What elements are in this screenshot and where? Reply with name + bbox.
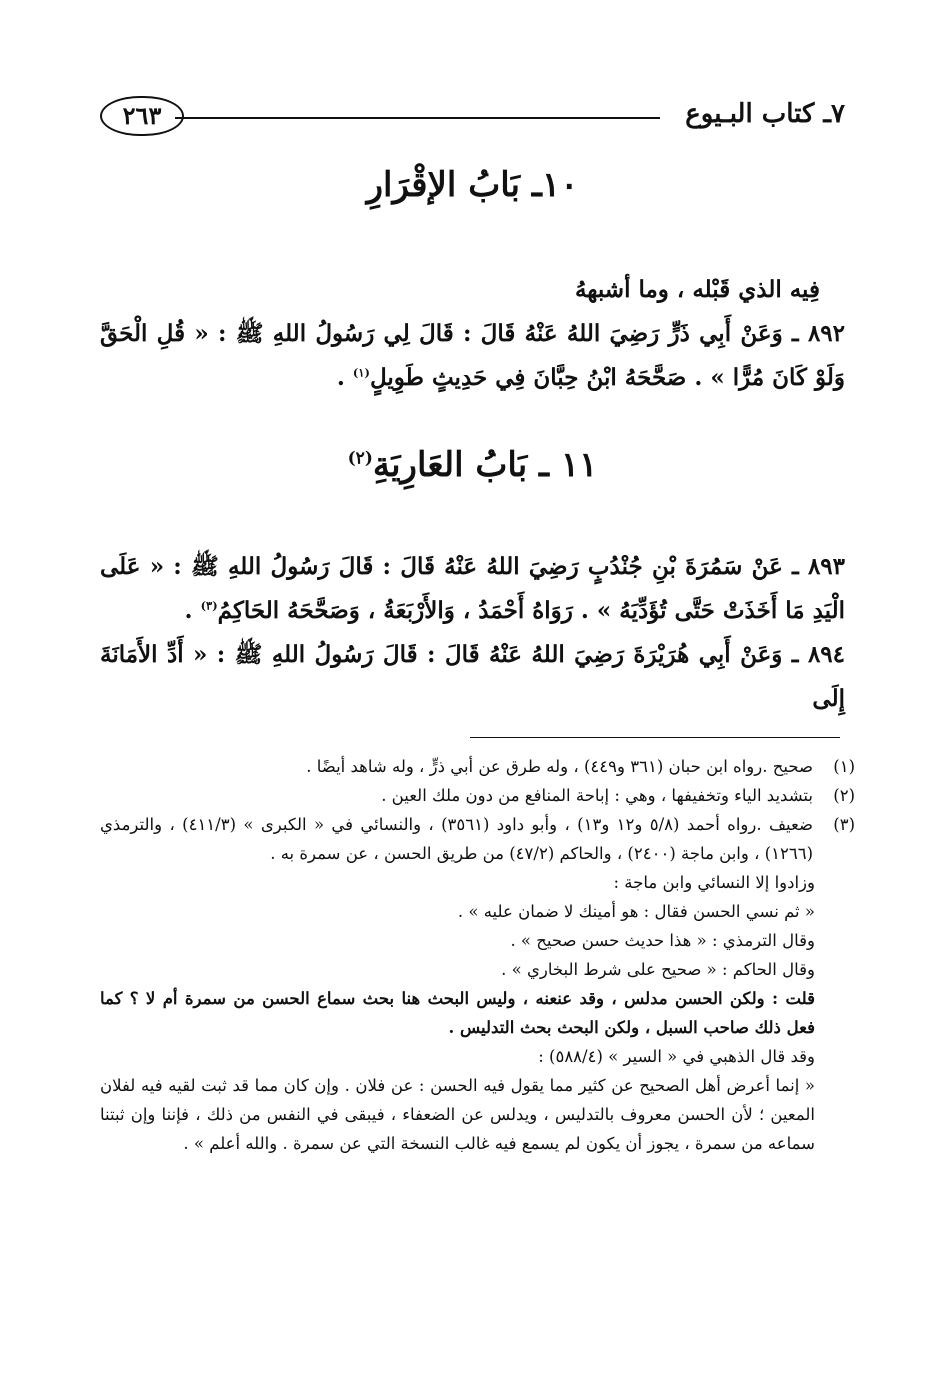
hadith-894: ٨٩٤ ـ وَعَنْ أَبِي هُرَيْرَةَ رَضِيَ اللهُ عَنْهُ قَالَ : قَالَ رَسُولُ اللهِ ﷺ : « أَدِّ الأَمَانَةَ إِلَى	[100, 641, 845, 712]
hadith-893-text: ٨٩٣ ـ عَنْ سَمُرَةَ بْنِ جُنْدُبٍ رَضِيَ اللهُ عَنْهُ قَالَ : قَالَ رَسُولُ اللهِ ﷺ : « عَلَى الْيَدِ مَا أَخَذَتْ حَتَّى تُؤَدِّيَهُ » . رَوَاهُ أَحْمَدُ ، وَالأَرْبَعَةُ ، وَصَحَّحَهُ الحَاكِمُ	[100, 553, 845, 624]
footnote-3-continued	[100, 868, 855, 1158]
footnote-text: بتشديد الياء وتخفيفها ، وهي : إباحة المنافع من دون ملك العين .	[381, 786, 813, 805]
footnote-3	[100, 810, 855, 868]
footnote-qultu: قلت : ولكن الحسن مدلس ، وقد عنعنه ، وليس البحث هنا بحث سماع الحسن من سمرة أم لا ؟ كما فعل ذلك صاحب السبل ، ولكن البحث بحث التدليس .	[100, 989, 815, 1037]
hadith-893-end: .	[184, 597, 201, 624]
footnote-text: ضعيف .رواه أحمد (٥/٨ و١٢ و١٣) ، وأبو داود (٣٥٦١) ، والنسائي في « الكبرى » (٤١١/٣) ، والترمذي (١٢٦٦) ، وابن ماجة (٢٤٠٠) ، والحاكم (٤٧/٢) من طريق الحسن ، عن سمرة به .	[100, 815, 813, 863]
chapter-title-iqrar	[100, 160, 845, 210]
footnote-number: (١)	[833, 757, 855, 776]
footnote-number: (٢)	[833, 786, 855, 805]
chapter-title-text: ١٠ـ بَابُ الإقْرَارِ	[366, 165, 579, 205]
page-number: ٢٦٣	[100, 96, 184, 136]
footnote-text: صحيح .رواه ابن حبان (٣٦١ و٤٤٩) ، وله طرق عن أبي ذرٍّ ، وله شاهد أيضًا .	[306, 757, 813, 776]
book-title: ٧ـ كتاب البـيوع	[685, 99, 845, 129]
footnote-indented-line: وقال الترمذي : « هذا حديث حسن صحيح » .	[510, 931, 815, 950]
footnote-1	[100, 752, 855, 781]
section-iqrar	[100, 268, 845, 400]
footnote-ref-3[interactable]: (٣)	[200, 598, 218, 613]
hadith-893	[100, 545, 845, 633]
section-intro: فِيه الذي قَبْله ، وما أشبههُ	[574, 276, 820, 303]
hadith-892	[100, 312, 845, 400]
footnote-number: (٣)	[833, 815, 855, 834]
chapter-title-text: ١١ ـ بَابُ العَارِيَةِ	[372, 445, 598, 485]
running-header	[100, 96, 845, 138]
chapter-title-ariya	[100, 440, 845, 490]
footnote-indented-line: وزادوا إلا النسائي وابن ماجة :	[613, 873, 815, 892]
footnote-ref-2[interactable]: (٢)	[347, 448, 373, 469]
hadith-892-text: ٨٩٢ ـ وَعَنْ أَبِي ذَرٍّ رَضِيَ اللهُ عَنْهُ قَالَ : قَالَ لِي رَسُولُ اللهِ ﷺ : « قُلِ الْحَقَّ وَلَوْ كَانَ مُرًّا » . صَحَّحَهُ ابْنُ حِبَّانَ فِي حَدِيثٍ طَوِيلٍ	[100, 320, 845, 391]
hadith-892-end: .	[336, 364, 353, 391]
footnote-indented-line: وقال الحاكم : « صحيح على شرط البخاري » .	[501, 960, 815, 979]
footnotes	[100, 752, 855, 1158]
section-ariya	[100, 545, 845, 721]
footnote-2	[100, 781, 855, 810]
footnote-indented-line: « ثم نسي الحسن فقال : هو أمينك لا ضمان عليه » .	[457, 902, 815, 921]
footnote-separator	[470, 737, 840, 738]
footnote-dhahabi-quote: « إنما أعرض أهل الصحيح عن كثير مما يقول فيه الحسن : عن فلان . وإن كان مما قد ثبت لقيه فيه لفلان المعين ؛ لأن الحسن معروف بالتدليس ، ويدلس عن الضعفاء ، فيبقى في النفس من ذلك ، فإننا وإن ثبتنا سماعه من سمرة ، يجوز أن يكون لم يسمع فيه غالب النسخة التي عن سمرة . والله أعلم » .	[100, 1076, 815, 1153]
footnote-dhahabi-intro: وقد قال الذهبي في « السير » (٥٨٨/٤) :	[538, 1047, 815, 1066]
footnote-ref-1[interactable]: (١)	[352, 365, 370, 380]
header-rule	[175, 117, 660, 119]
